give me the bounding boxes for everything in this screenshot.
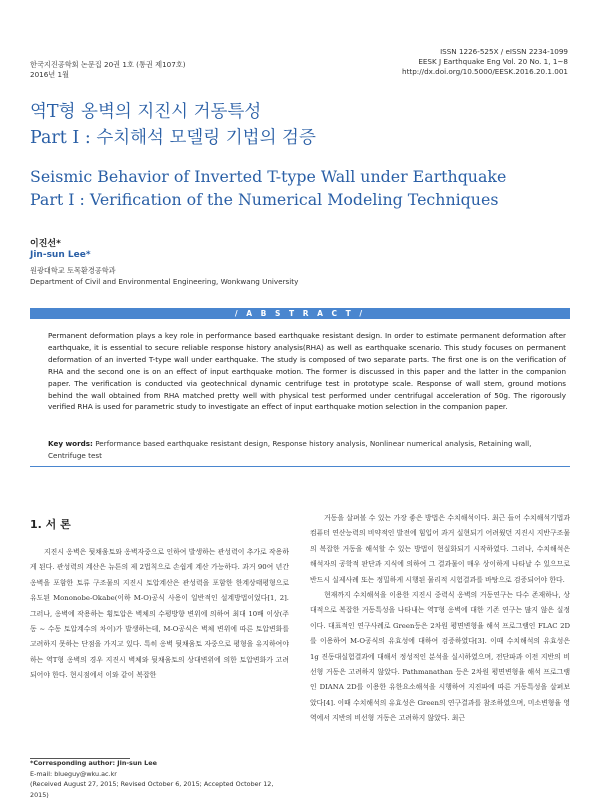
korean-title-line2: Part Ⅰ : 수치해석 모델링 기법의 검증 bbox=[30, 128, 316, 148]
journal-header-left bbox=[30, 60, 186, 80]
english-title bbox=[30, 165, 506, 211]
author-name-english: Jin-sun Lee* bbox=[30, 250, 91, 260]
corresponding-author: *Corresponding author: Jin-sun Lee bbox=[30, 759, 157, 767]
keywords-label: Key words: bbox=[48, 439, 93, 448]
abstract-text: Permanent deformation plays a key role in performance based earthquake resistant design. In order to estimate permanent deformation after earthquake, it is essential to secure reliable response history analysis(RHA) as well as earthquake scenario. This study focuses on permanent deformation of an inverted T-type wall under earthquake. The study is composed of two separate parts. The first one is on the verification of RHA and the second one is on an effect of input earthquake motion. The former is discussed in this paper and the latter in the companion paper. The verification is conducted via geotechnical dynamic centrifuge test in prototype scale. Response of wall stem, ground motions behind the wall obtained from RHA matched pretty well with physical test performed under centrifugal acceleration of 50g. The rigorously verified RHA is used for parametric study to investigate an effect of input earthquake motion selection in the companion paper. bbox=[48, 331, 566, 412]
intro-paragraph-3: 현재까지 수치해석을 이용한 지진시 중력식 옹벽의 거동연구는 다수 존재하나, 상대적으로 복잡한 거동특성을 나타내는 역T형 옹벽에 대한 기존 연구는 많지 않은 실정이다. 대표적인 연구사례로 Green등은 2차원 평면변형율 해석 프로그램인 FLAC 2D를 이용하여 M-O공식의 유효성에 대하여 검증하였다[3]. 이때 수치해석의 유효성은 1g 진동대실험결과에 대해서 정성적인 분석을 실시하였으며, 전단파과 이전 지반의 비선형 거동은 고려하지 않았다. Pathmanathan 등은 2차원 평면변형율 해석 프로그램인 DIANA 2D를 이용한 유한요소해석을 시행하여 지진파에 따른 거동특성을 살펴보았다[4]. 이때 수치해석의 유효성은 Green의 연구결과를 참조하였으며, 미소변형율 영역에서 지반의 비선형 거동은 고려하지 않았다. 최근 bbox=[310, 591, 570, 723]
affiliation-english: Department of Civil and Environmental Engineering, Wonkwang University bbox=[30, 277, 299, 286]
korean-title bbox=[30, 99, 316, 151]
abstract-header-bar: / A B S T R A C T / bbox=[30, 308, 570, 319]
affiliation-korean: 원광대학교 토목환경공학과 bbox=[30, 266, 116, 275]
keywords bbox=[48, 438, 566, 461]
author-email: E-mail: blueguy@wku.ac.kr bbox=[30, 769, 117, 778]
english-title-line2: Part I : Verification of the Numerical Modeling Techniques bbox=[30, 190, 499, 209]
journal-header-right bbox=[402, 47, 568, 77]
doi-link[interactable]: http://dx.doi.org/10.5000/EESK.2016.20.1.001 bbox=[402, 67, 568, 76]
keywords-list: Performance based earthquake resistant design, Response history analysis, Nonlinear numerical analysis, Retaining wall, Centrifuge test bbox=[48, 439, 532, 460]
body-column-left bbox=[30, 545, 289, 684]
section-title-introduction: 1. 서 론 bbox=[30, 518, 71, 531]
journal-citation: EESK J Earthquake Eng Vol. 20 No. 1, 1~8 bbox=[418, 57, 568, 66]
footnote bbox=[30, 758, 290, 800]
affiliation bbox=[30, 265, 298, 287]
intro-paragraph-2: 거동을 살펴볼 수 있는 가장 좋은 방법은 수치해석이다. 최근 들어 수치해석기법과 컴퓨터 연산능력의 비약적인 발전에 힘입어 과거 실현되기 어려웠던 지진시 지반구조물의 복잡한 거동을 해석할 수 있는 방법이 현실화되기 시작하였다. 그러나, 수치해석은 해석자의 공학적 판단과 지식에 의하여 그 결과물이 매우 상이하게 나타날 수 있으므로 반드시 실제사례 또는 정밀하게 시행된 물리적 시험결과를 바탕으로 검증되어야 한다. bbox=[310, 514, 570, 584]
issue-date: 2016년 1월 bbox=[30, 70, 70, 79]
english-title-line1: Seismic Behavior of Inverted T-type Wall under Earthquake bbox=[30, 167, 507, 186]
korean-title-line1: 역T형 옹벽의 지진시 거동특성 bbox=[30, 102, 262, 122]
abstract-divider bbox=[30, 466, 570, 467]
issn: ISSN 1226-525X / eISSN 2234-1099 bbox=[440, 47, 568, 56]
intro-paragraph-1: 지진시 옹벽은 뒷채움토와 옹벽자중으로 인하여 발생하는 관성력이 추가로 작용하게 된다. 관성력의 계산은 뉴튼의 제 2법칙으로 손쉽게 계산 가능하다. 과거 90여 년간 옹벽을 포함한 토류 구조물의 지진시 토압계산은 관성력을 포함한 한계상태평형으로 유도된 Mononobe-Okabe(이하 M-O)공식 사용이 일반적인 설계방법이었다[1, 2]. 그러나, 옹벽에 작용하는 횡토압은 벽체의 수평방향 변위에 의하여 최대 10배 이상(주동 ~ 수동 토압계수의 차이)가 발생하는데, M-O공식은 벽체 변위에 따른 토압변화를 고려하지 못하는 단점을 가지고 있다. 특히 옹벽 뒷채움토 자중으로 평형을 유지하여야하는 역T형 옹벽의 경우 지진시 벽체와 뒷채움토의 상대변위에 의한 토압변화가 고려되어야 한다. 현시점에서 이와 같이 복잡한 bbox=[30, 548, 289, 680]
body-column-right bbox=[310, 511, 570, 727]
author-name-korean: 이진선* bbox=[30, 239, 61, 249]
journal-name: 한국지진공학회 논문집 20권 1호 (통권 제107호) bbox=[30, 60, 186, 69]
received-dates: (Received August 27, 2015; Revised October 6, 2015; Accepted October 12, 2015) bbox=[30, 780, 274, 799]
